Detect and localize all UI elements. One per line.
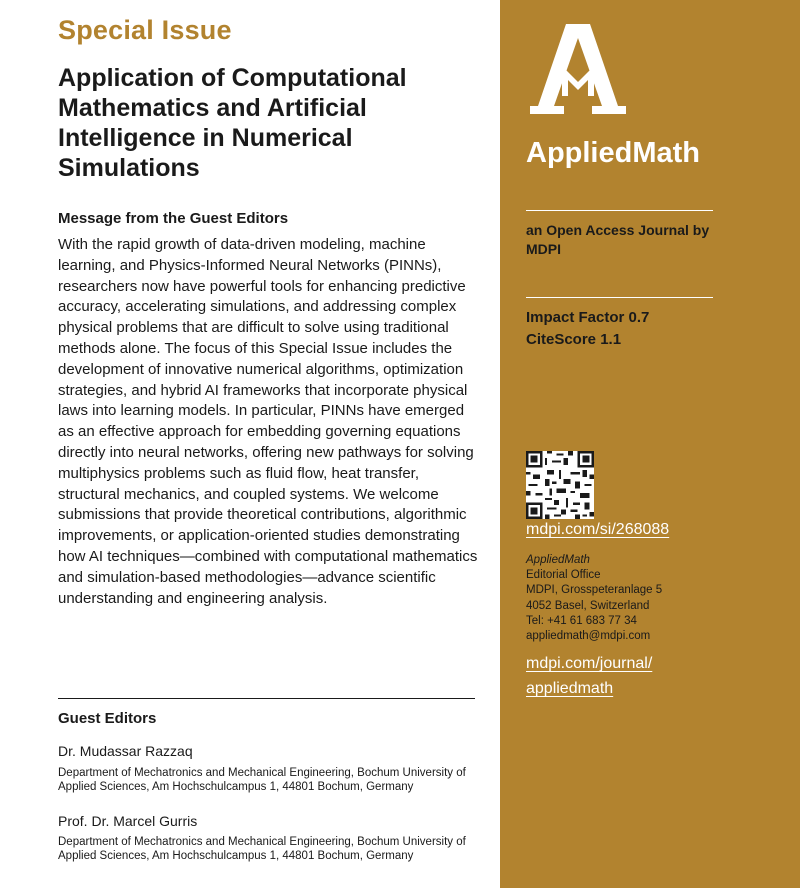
appliedmath-logo-icon — [530, 24, 626, 114]
qr-code-icon — [526, 451, 594, 519]
editor-1-name: Dr. Mudassar Razzaq — [58, 743, 193, 759]
editor-2-affiliation: Department of Mechatronics and Mechanical Engineering, Bochum University of Applied Sciences, Am Hochschulcampus 1, 44801 Bochum, Germany — [58, 836, 466, 863]
address-city: 4052 Basel, Switzerland — [526, 599, 650, 612]
special-issue-link[interactable]: mdpi.com/si/268088 — [526, 521, 670, 538]
message-heading: Message from the Guest Editors — [58, 210, 289, 227]
citescore: CiteScore 1.1 — [526, 331, 622, 348]
impact-factor: Impact Factor 0.7 — [526, 309, 650, 326]
sidebar-divider-bottom — [526, 297, 713, 298]
address-tel: Tel: +41 61 683 77 34 — [526, 614, 637, 627]
journal-name: AppliedMath — [526, 137, 700, 169]
guest-editors-heading: Guest Editors — [58, 710, 157, 727]
open-access-text: an Open Access Journal by MDPI — [526, 222, 710, 257]
journal-sidebar — [500, 0, 800, 888]
editor-2-name: Prof. Dr. Marcel Gurris — [58, 813, 198, 829]
address-office: Editorial Office — [526, 569, 601, 582]
sidebar-divider-top — [526, 210, 713, 211]
editorial-address — [526, 553, 756, 644]
address-street: MDPI, Grosspeteranlage 5 — [526, 584, 663, 597]
editor-1-affiliation: Department of Mechatronics and Mechanical Engineering, Bochum University of Applied Sciences, Am Hochschulcampus 1, 44801 Bochum, Germany — [58, 767, 466, 794]
journal-link-line1[interactable]: mdpi.com/journal/ — [526, 655, 653, 672]
address-journal: AppliedMath — [526, 554, 590, 566]
section-divider — [58, 698, 475, 699]
special-issue-label: Special Issue — [58, 15, 232, 45]
message-body: With the rapid growth of data-driven modeling, machine learning, and Physics-Informed Neural Networks (PINNs), researchers now have powerful tools for enhancing predictive accuracy, accelerating simulations, and addressing complex physical problems that are difficult to solve using traditional methods alone. The focus of this Special Issue includes the development of innovative numerical algorithms, optimization strategies, and hybrid AI frameworks that incorporate physical laws into learning models. In particular, PINNs have emerged as an effective approach for embedding governing equations directly into neural networks, offering new pathways for solving multiphysics problems such as fluid flow, heat transfer, structural mechanics, and coupled systems. We welcome submissions that provide theoretical contributions, algorithmic improvements, or application-oriented studies demonstrating how AI techniques—combined with computational mathematics and simulation-based methodologies—advance scientific understanding and engineering analysis. — [58, 236, 478, 607]
journal-link-line2[interactable]: appliedmath — [526, 680, 614, 697]
address-email[interactable]: appliedmath@mdpi.com — [526, 630, 651, 643]
page-title: Application of Computational Mathematics and Artificial Intelligence in Numerical Simulations — [58, 64, 407, 182]
